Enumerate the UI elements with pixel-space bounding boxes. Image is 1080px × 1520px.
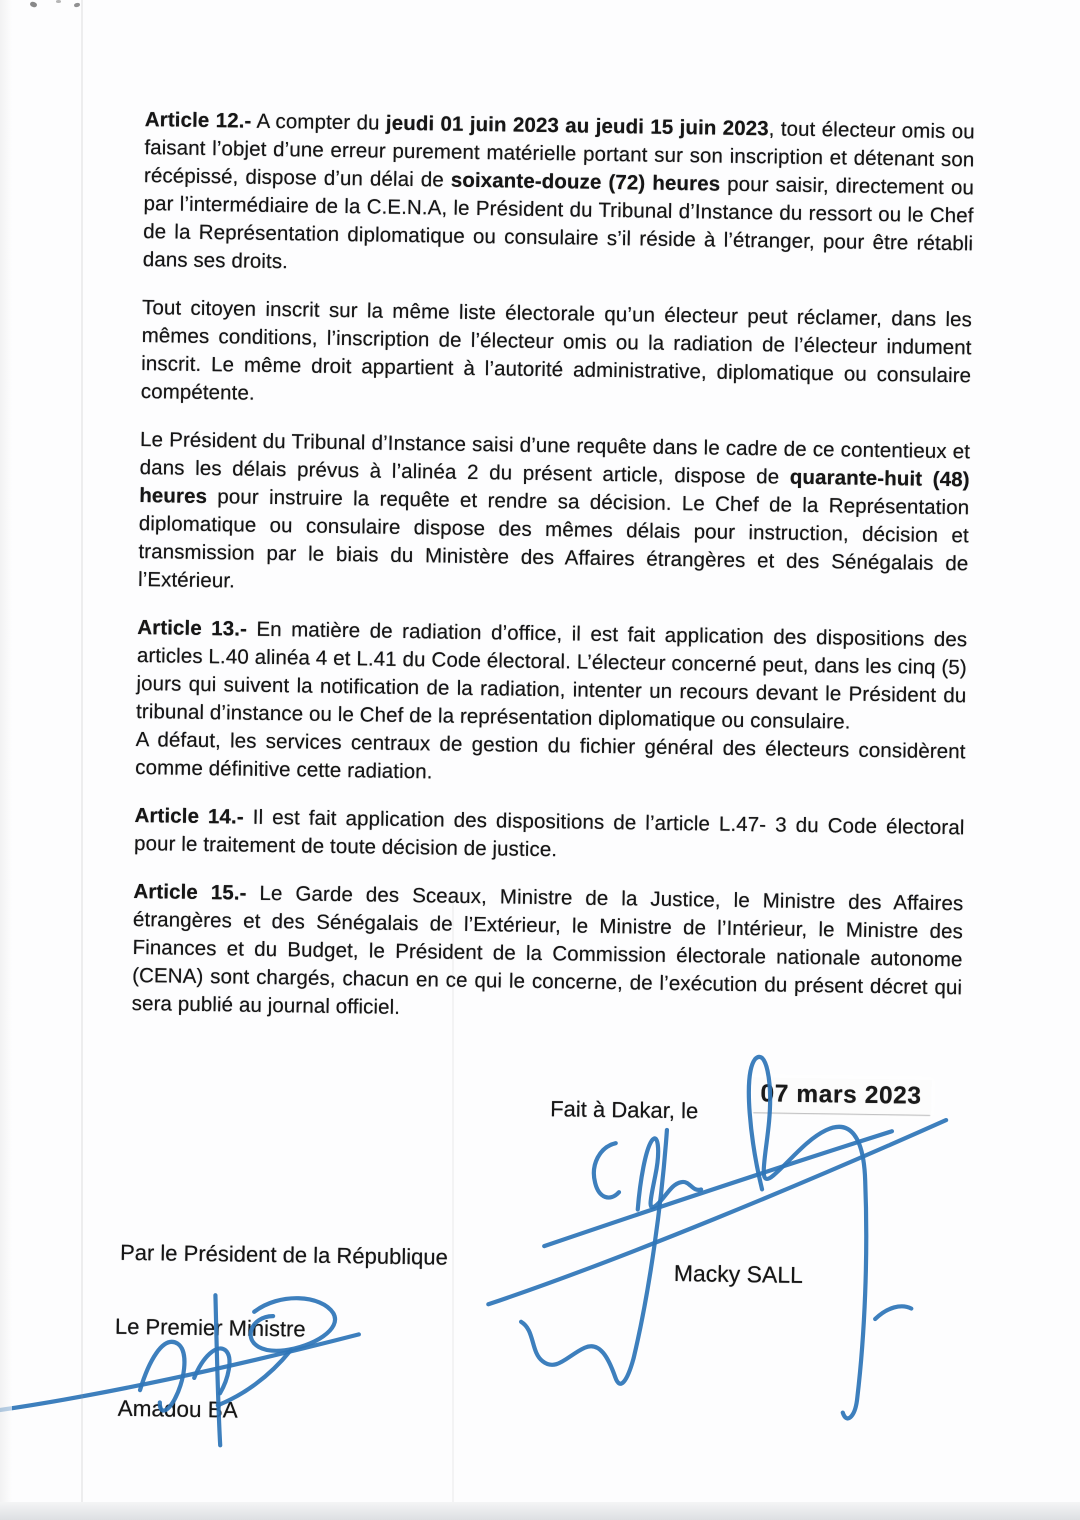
- paper-fold-line-lower: [452, 900, 454, 1520]
- article-13-continuation-paragraph: A défaut, les services centraux de gestion du fichier général des électeurs considèrent comme définitive cette radiation.: [135, 728, 966, 784]
- countersign-name: Amadou BA: [117, 1395, 238, 1423]
- president-name: Macky SALL: [673, 1260, 804, 1288]
- citizen-claim-paragraph: Tout citoyen inscrit sur la même liste électorale qu’un électeur peut réclamer, dans les mêmes conditions, l’inscription de l’électeur omis ou la radiation de l’électeur indument inscrit. Le même droit appartient à l’autorité administrative, diplomatique ou consulaire compétente.: [140, 296, 973, 405]
- countersign-title: Le Premier Ministre: [114, 1313, 306, 1342]
- article-14-paragraph: Article 14.- Il est fait application des dispositions de l’article L.47- 3 du Code électoral pour le traitement de toute décision de justice.: [133, 803, 965, 862]
- scan-speck: [56, 0, 61, 3]
- scan-left-edge-shadow: [0, 0, 12, 1520]
- countersign-intro: Par le Président de la République: [119, 1239, 448, 1270]
- article-15-paragraph: Article 15.- Le Garde des Sceaux, Ministre de la Justice, le Ministre des Affaires étrangères et des Sénégalais de l’Extérieur, le Ministre de l’Intérieur, le Ministre des Finances et du Budget, le Président de la Commission électorale nationale autonome (CENA) sont chargés, chacun en ce qui le concerne, de l’exécution du présent décret qui sera publié au journal officiel.: [131, 879, 964, 1019]
- tribunal-delays-paragraph: Le Président du Tribunal d’Instance saisi d’une requête dans le cadre de ce contentieux et dans les délais prévus à l’alinéa 2 du présent article, dispose de quarante-huit (48) heures pour instruire la requête et rendre sa décision. Le Chef de la Représentation diplomatique ou consulaire dispose des mêmes délais pour instruction, décision et transmission par le biais du Ministère des Affaires étrangères et des Sénégalais de l’Extérieur.: [137, 428, 971, 593]
- decree-body: [132, 106, 975, 1030]
- scan-bottom-edge: [0, 1502, 1080, 1520]
- place-date-line: Fait à Dakar, le: [550, 1096, 699, 1124]
- article-12-paragraph: Article 12.- A compter du jeudi 01 juin 2023 au jeudi 15 juin 2023, tout électeur omis ou faisant l’objet d’une erreur purement matérielle portant sur son inscription et détenant son récépissé, dispose d’un délai de soixante-douze (72) heures pour saisir, directement ou par l’intermédiaire de la C.E.N.A, le Président du Tribunal d’Instance du ressort ou le Chef de la Représentation diplomatique ou consulaire s’il réside à l’étranger, pour être rétabli dans ses droits.: [142, 108, 975, 274]
- paper-fold-line: [81, 0, 83, 1520]
- article-13-paragraph: Article 13.- En matière de radiation d’office, il est fait application des dispositions des articles L.40 alinéa 4 et L.41 du Code électoral. L’électeur concerné peut, dans les cinq (5) jours qui suivent la notification de la radiation, intenter un recours devant le Président du tribunal d’instance ou le Chef de la représentation diplomatique ou consulaire.: [135, 616, 968, 734]
- date-stamp: 07 mars 2023: [752, 1077, 932, 1115]
